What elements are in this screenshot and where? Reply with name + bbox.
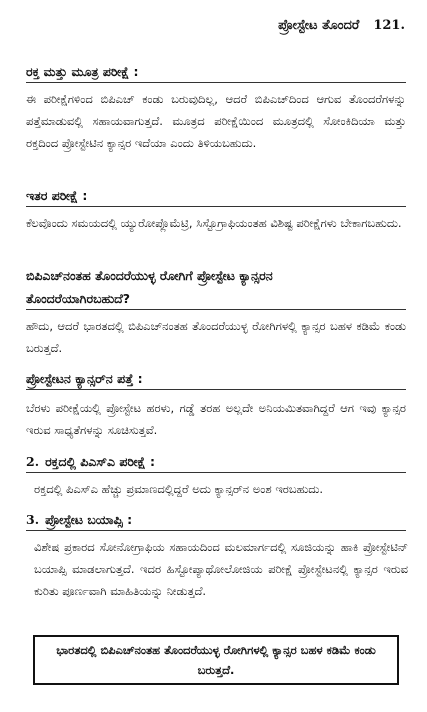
header-title: ಪ್ರೋಸ್ಟೇಟ ತೊಂದರೆ [278,18,360,33]
section-rule [26,309,406,310]
section-rule [26,82,406,83]
summary-callout-box [33,635,399,685]
section-text-other-tests: ಕೆಲವೊಂದು ಸಮಯದಲ್ಲಿ ಯ್ಯುರೋಪ್ಲೊಮೆಟ್ರಿ, ಸಿಸ್ಟೊಗ್ರಾಫಿಯಂತಹ ವಿಶಿಷ್ಟ ಪರೀಕ್ಷೆಗಳು ಬೇಕಾಗಬಹುದು. [26,216,402,230]
page-number: 121. [373,18,405,33]
section-rule [26,389,406,390]
summary-callout-text: ಭಾರತದಲ್ಲಿ ಬಿಪಿಎಚ್‌ನಂತಹ ತೊಂದರೆಯುಳ್ಳ ರೋಗಿಗಳಲ್ಲಿ ಕ್ಯಾನ್ಸರ ಬಹಳ ಕಡಿಮೆ ಕಂಡು ಬರುತ್ತದೆ. [56,643,376,677]
section-text-psa-test: ರಕ್ತದಲ್ಲಿ ಪಿಎಸ್‌ಎ ಹೆಚ್ಚು ಪ್ರಮಾಣದಲ್ಲಿದ್ದರೆ ಅದು ಕ್ಯಾನ್ಸರ್‌ನ ಅಂಶ ಇರಬಹುದು. [34,482,324,496]
section-rule [26,206,406,207]
section-text-prostate-cancer-detection: ಬೆರಳು ಪರೀಕ್ಷೆಯಲ್ಲಿ ಪ್ರೋಸ್ಟೇಟ ಹರಳು, ಗಡ್ಡೆ ತರಹ ಅಲ್ಲದೇ ಅನಿಯಮಿತವಾಗಿದ್ದರೆ ಆಗ ಇವು ಕ್ಯಾನ್ಸರ ಇರುವ ಸಾಧ್ಯತೆಗಳನ್ನು ಸೂಚಿಸುತ್ತವೆ. [26,401,406,437]
section-heading-bph-cancer-line2: ತೊಂದರೆಯಾಗಿರಬಹುದೆ? [26,291,131,306]
section-heading-text: ಪ್ರೋಸ್ಟೇಟ ಬಯಾಪ್ಸಿ : [45,512,133,527]
section-number: 2. [26,454,40,469]
section-number: 3. [26,512,40,527]
section-rule [26,472,406,473]
section-heading-bph-cancer-line1: ಬಿಪಿಎಚ್‌ನಂತಹ ತೊಂದರೆಯುಳ್ಳ ರೋಗಿಗೆ ಪ್ರೋಸ್ಟೇಟ ಕ್ಯಾನ್ಸರನ [26,268,273,283]
running-header [278,18,405,33]
section-heading-blood-urine-test: ರಕ್ತ ಮತ್ತು ಮೂತ್ರ ಪರೀಕ್ಷೆ : [26,64,139,79]
section-heading-psa-test [26,452,406,472]
section-heading-prostate-cancer-detection: ಪ್ರೋಸ್ಟೇಟನ ಕ್ಯಾನ್ಸರ್‌ನ ಪತ್ತೆ : [26,371,143,386]
section-text-biopsy: ವಿಶೇಷ ಪ್ರಕಾರದ ಸೋನೋಗ್ರಾಫಿಯ ಸಹಾಯದಿಂದ ಮಲಮಾರ್ಗದಲ್ಲಿ ಸೂಜಿಯನ್ನು ಹಾಕಿ ಪ್ರೋಸ್ಟೇಟಿನ್ ಬಯಾಪ್ಸಿ ಮಾಡಲಾಗುತ್ತದೆ. ಇದರ ಹಿಸ್ಟೋಪ್ಯಾಥೋಲೋಜಿಯ ಪರೀಕ್ಷೆ ಪ್ರೋಸ್ಟೇಟನಲ್ಲಿ ಕ್ಯಾನ್ಸರ ಇರುವ ಕುರಿತು ಪೂರ್ಣವಾಗಿ ಮಾಹಿತಿಯನ್ನು ನೀಡುತ್ತದೆ. [34,540,408,598]
section-rule [26,530,406,531]
section-heading-other-tests: ಇತರ ಪರೀಕ್ಷೆ : [26,188,88,203]
section-heading-text: ರಕ್ತದಲ್ಲಿ ಪಿಎಸ್‌ಎ ಪರೀಕ್ಷೆ : [45,454,155,469]
section-text-bph-cancer: ಹೌದು, ಆದರೆ ಭಾರತದಲ್ಲಿ ಬಿಪಿಎಚ್‌ನಂತಹ ತೊಂದರೆಯುಳ್ಳ ರೋಗಿಗಳಲ್ಲಿ ಕ್ಯಾನ್ಸರ ಬಹಳ ಕಡಿಮೆ ಕಂಡು ಬರುತ್ತದೆ. [26,319,406,355]
section-heading-biopsy [26,510,406,530]
section-text-blood-urine-test: ಈ ಪರೀಕ್ಷೆಗಳಿಂದ ಬಿಪಿಎಚ್ ಕಂಡು ಬರುವುದಿಲ್ಲ, ಆದರೆ ಬಿಪಿಎಚ್‌ದಿಂದ ಆಗುವ ತೊಂದರೆಗಳನ್ನು ಪತ್ತೆಮಾಡುವಲ್ಲಿ ಸಹಾಯವಾಗುತ್ತದೆ. ಮೂತ್ರದ ಪರೀಕ್ಷೆಯಿಂದ ಮೂತ್ರದಲ್ಲಿ ಸೋಂಕಿದಿಯಾ ಮತ್ತು ರಕ್ತದಿಂದ ಪ್ರೋಸ್ಟೇಟಿನ ಕ್ಯಾನ್ಸರ ಇದೆಯಾ ಎಂದು ತಿಳಿಯಬಹುದು. [26,92,406,150]
